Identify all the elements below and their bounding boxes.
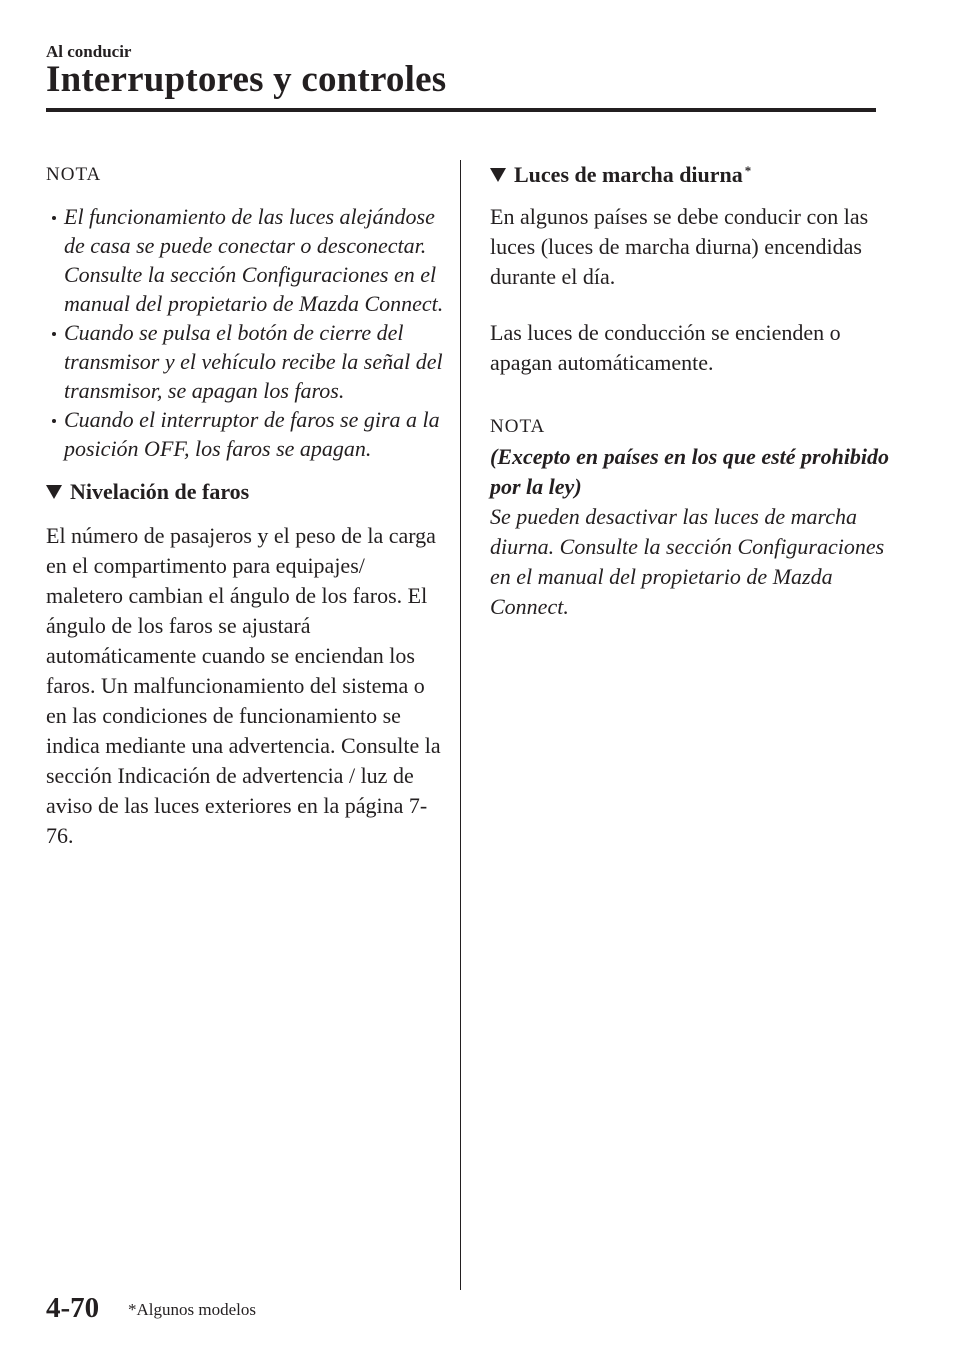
triangle-down-icon xyxy=(490,168,506,182)
section-label: Al conducir xyxy=(46,42,132,61)
note-item: El funcionamiento de las luces alejándose de casa se puede conectar o desconectar. Consulte la sección Configuraciones en el manual del propietario de Mazda Connect. xyxy=(46,202,446,318)
page-number: 4-70 xyxy=(46,1292,100,1324)
note-item: Cuando se pulsa el botón de cierre del transmisor y el vehículo recibe la señal del transmisor, se apagan los faros. xyxy=(46,318,446,405)
body-paragraph: Las luces de conducción se encienden o apagan automáticamente. xyxy=(490,320,841,375)
column-divider xyxy=(460,160,461,1290)
left-column xyxy=(46,160,446,851)
triangle-down-icon xyxy=(46,485,62,499)
title-divider xyxy=(46,108,876,112)
body-paragraph: En algunos países se debe conducir con las luces (luces de marcha diurna) encendidas durante el día. xyxy=(490,204,869,289)
note-list xyxy=(46,202,446,463)
heading-text: Nivelación de faros xyxy=(70,479,250,504)
page-title: Interruptores y controles xyxy=(46,59,447,100)
right-column xyxy=(490,160,890,622)
heading-text: Luces de marcha diurna xyxy=(514,162,743,187)
note-condition: (Excepto en países en los que esté prohibido por la ley) xyxy=(490,444,890,499)
note-label: NOTA xyxy=(46,164,102,185)
note-item: Cuando el interruptor de faros se gira a la posición OFF, los faros se apagan. xyxy=(46,405,446,463)
section-heading-nivelacion xyxy=(46,477,446,507)
section-heading-luces-diurnas: Luces de marcha diurna * xyxy=(490,160,890,190)
footnote: *Algunos modelos xyxy=(128,1300,256,1319)
note-label: NOTA xyxy=(490,416,546,437)
body-paragraph: El número de pasajeros y el peso de la carga en el compartimento para equipajes/ maletero cambian el ángulo de los faros. El ángulo de los faros se ajustará automáticamente cuando se enciendan los faros. Un malfuncionamiento del sistema o en las condiciones de funcionamiento se indica mediante una advertencia. Consulte la sección Indicación de advertencia / luz de aviso de las luces exteriores en la página 7-76. xyxy=(46,523,441,848)
note-text: Se pueden desactivar las luces de marcha diurna. Consulte la sección Configuraciones en el manual del propietario de Mazda Connect. xyxy=(490,504,885,619)
